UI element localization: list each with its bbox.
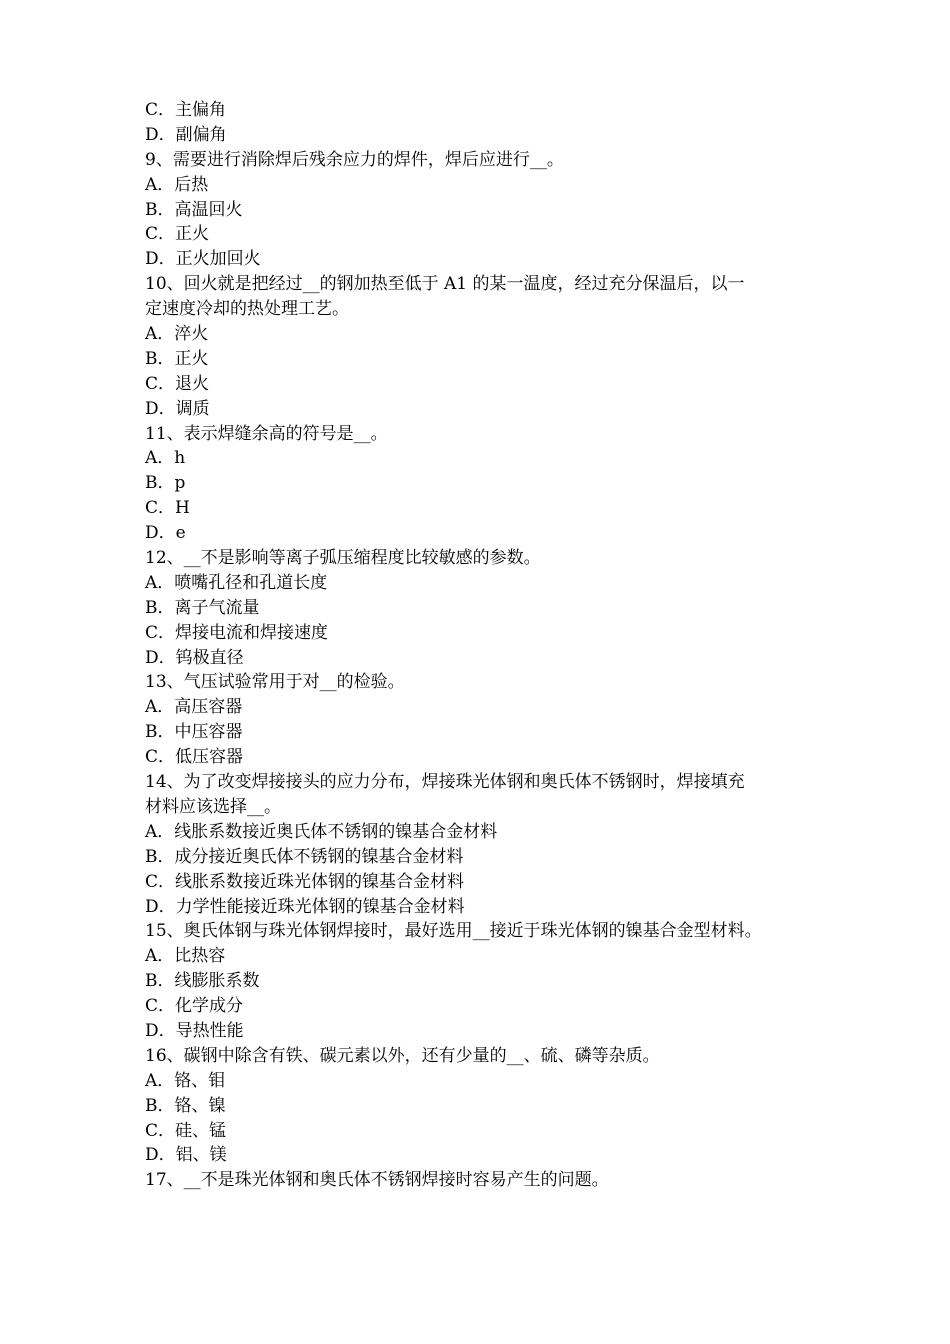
answer-option: A．淬火	[145, 324, 209, 345]
question-line: 12、__不是影响等离子弧压缩程度比较敏感的参数。	[145, 548, 541, 569]
question-line: 15、奥氏体钢与珠光体钢焊接时，最好选用__接近于珠光体钢的镍基合金型材料。	[145, 921, 762, 942]
answer-option: B．离子气流量	[145, 597, 260, 618]
answer-option: A．高压容器	[145, 697, 243, 718]
answer-option: A．线胀系数接近奥氏体不锈钢的镍基合金材料	[145, 821, 498, 842]
answer-option: C．化学成分	[145, 996, 244, 1017]
question-text	[145, 546, 813, 571]
question-text	[145, 272, 813, 322]
answer-option: C．正火	[145, 224, 210, 245]
question-list	[145, 98, 813, 1193]
question-line: 13、气压试验常用于对__的检验。	[145, 672, 405, 693]
question-line: 定速度冷却的热处理工艺。	[145, 299, 349, 320]
question-text	[145, 919, 813, 944]
answer-option: C．低压容器	[145, 747, 244, 768]
answer-option: C．硅、锰	[145, 1120, 227, 1141]
answer-option: B．p	[145, 473, 186, 494]
answer-option: A．后热	[145, 174, 209, 195]
answer-option: C．主偏角	[145, 100, 227, 120]
answer-option: A．铬、钼	[145, 1070, 226, 1091]
question-text	[145, 1044, 813, 1069]
answer-option: B．线膨胀系数	[145, 971, 260, 992]
question-line: 9、需要进行消除焊后残余应力的焊件，焊后应进行__。	[145, 149, 564, 170]
answer-option: D．力学性能接近珠光体钢的镍基合金材料	[145, 896, 465, 917]
question-line: 11、表示焊缝余高的符号是__。	[145, 423, 388, 444]
question-line: 14、为了改变焊接接头的应力分布，焊接珠光体钢和奥氏体不锈钢时，焊接填充	[145, 772, 745, 793]
answer-option: D．副偏角	[145, 124, 227, 145]
answer-option: B．正火	[145, 348, 209, 369]
answer-option: A．h	[145, 448, 186, 469]
answer-option: C．线胀系数接近珠光体钢的镍基合金材料	[145, 871, 465, 892]
question-line: 材料应该选择__。	[145, 796, 281, 817]
answer-option: B．中压容器	[145, 722, 243, 743]
answer-option: D．铝、镁	[145, 1145, 227, 1166]
question-line: 16、碳钢中除含有铁、碳元素以外，还有少量的__、硫、磷等杂质。	[145, 1045, 660, 1066]
answer-option: B．铬、镍	[145, 1095, 226, 1116]
question-text	[145, 1168, 813, 1193]
question-text	[145, 670, 813, 695]
answer-option: D．e	[145, 523, 186, 544]
answer-option: D．调质	[145, 398, 210, 419]
answer-option: D．钨极直径	[145, 647, 244, 668]
question-text	[145, 422, 813, 447]
question-line: 17、__不是珠光体钢和奥氏体不锈钢焊接时容易产生的问题。	[145, 1170, 609, 1191]
answer-option: C．H	[145, 498, 190, 519]
answer-option: A．喷嘴孔径和孔道长度	[145, 572, 328, 593]
answer-option: A．比热容	[145, 946, 226, 967]
answer-option: B．高温回火	[145, 199, 243, 220]
answer-option: B．成分接近奥氏体不锈钢的镍基合金材料	[145, 846, 464, 867]
answer-option: D．正火加回火	[145, 249, 261, 270]
answer-option: C．焊接电流和焊接速度	[145, 622, 329, 643]
question-line: 10、回火就是把经过__的钢加热至低于 A1 的某一温度，经过充分保温后，以一	[145, 274, 745, 295]
answer-option: C．退火	[145, 373, 210, 394]
answer-option: D．导热性能	[145, 1020, 244, 1041]
question-text	[145, 770, 813, 820]
question-text	[145, 148, 813, 173]
